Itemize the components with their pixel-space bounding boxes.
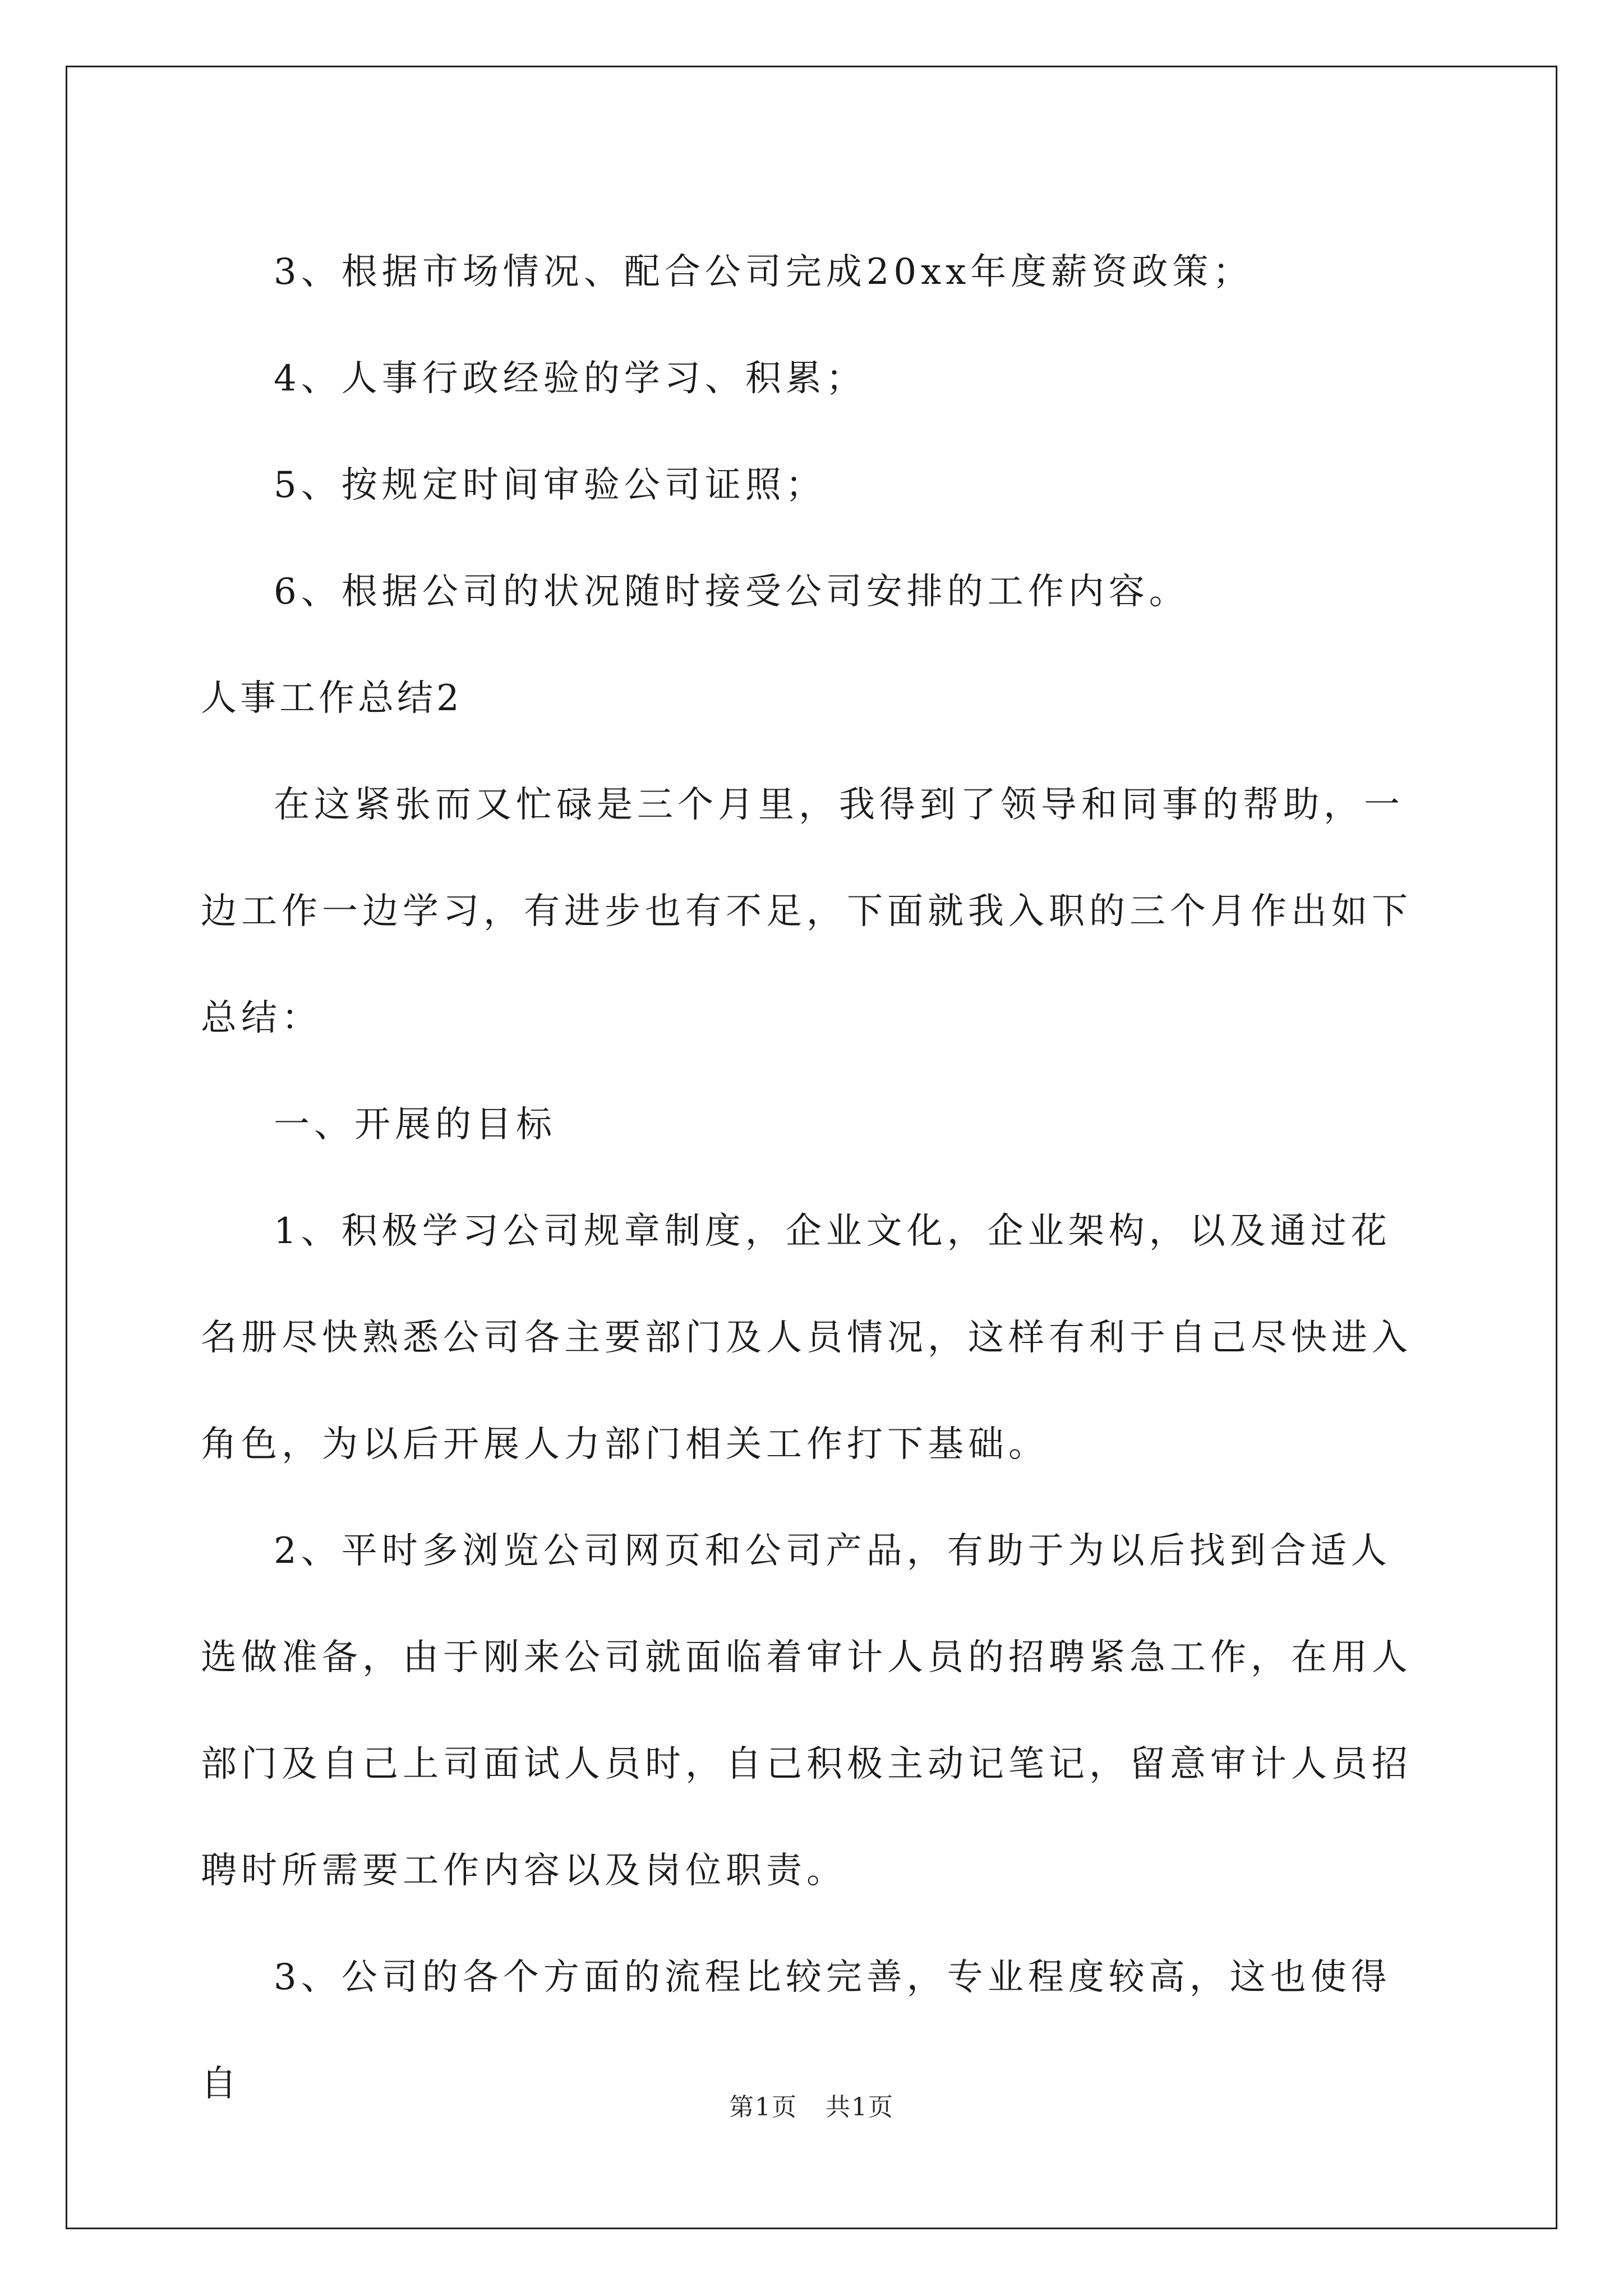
subsection-heading: 一、开展的目标	[274, 1104, 556, 1145]
paragraph-goal-3: 3、公司的各个方面的流程比较完善，专业程度较高，这也使得自	[201, 1957, 1391, 2105]
paragraph-goal-2: 2、平时多浏览公司网页和公司产品，有助于为以后找到合适人选做准备，由于刚来公司就面临着审计人员的招聘紧急工作，在用人部门及自己上司面试人员时，自己积极主动记笔记，留意审计人员招聘时所需要工作内容以及岗位职责。	[201, 1530, 1412, 1892]
paragraph-item-4: 4、人事行政经验的学习、积累；	[274, 358, 866, 399]
intro-paragraph: 在这紧张而又忙碌是三个月里，我得到了领导和同事的帮助，一边工作一边学习，有进步也有不足，下面就我入职的三个月作出如下总结：	[201, 784, 1412, 1039]
paragraph-item-6: 6、根据公司的状况随时接受公司安排的工作内容。	[274, 571, 1189, 613]
page-footer	[0, 2087, 1623, 2123]
paragraph-item-5: 5、按规定时间审验公司证照；	[274, 464, 826, 506]
page-number-current: 第1页	[729, 2093, 797, 2122]
paragraph-goal-1: 1、积极学习公司规章制度，企业文化，企业架构，以及通过花名册尽快熟悉公司各主要部门及人员情况，这样有利于自己尽快进入角色，为以后开展人力部门相关工作打下基础。	[201, 1211, 1412, 1465]
document-body	[201, 219, 1427, 2137]
page-number-total: 共1页	[826, 2093, 894, 2122]
paragraph-item-3: 3、根据市场情况、配合公司完成20xx年度薪资政策；	[274, 251, 1253, 293]
section-heading: 人事工作总结2	[201, 678, 463, 719]
